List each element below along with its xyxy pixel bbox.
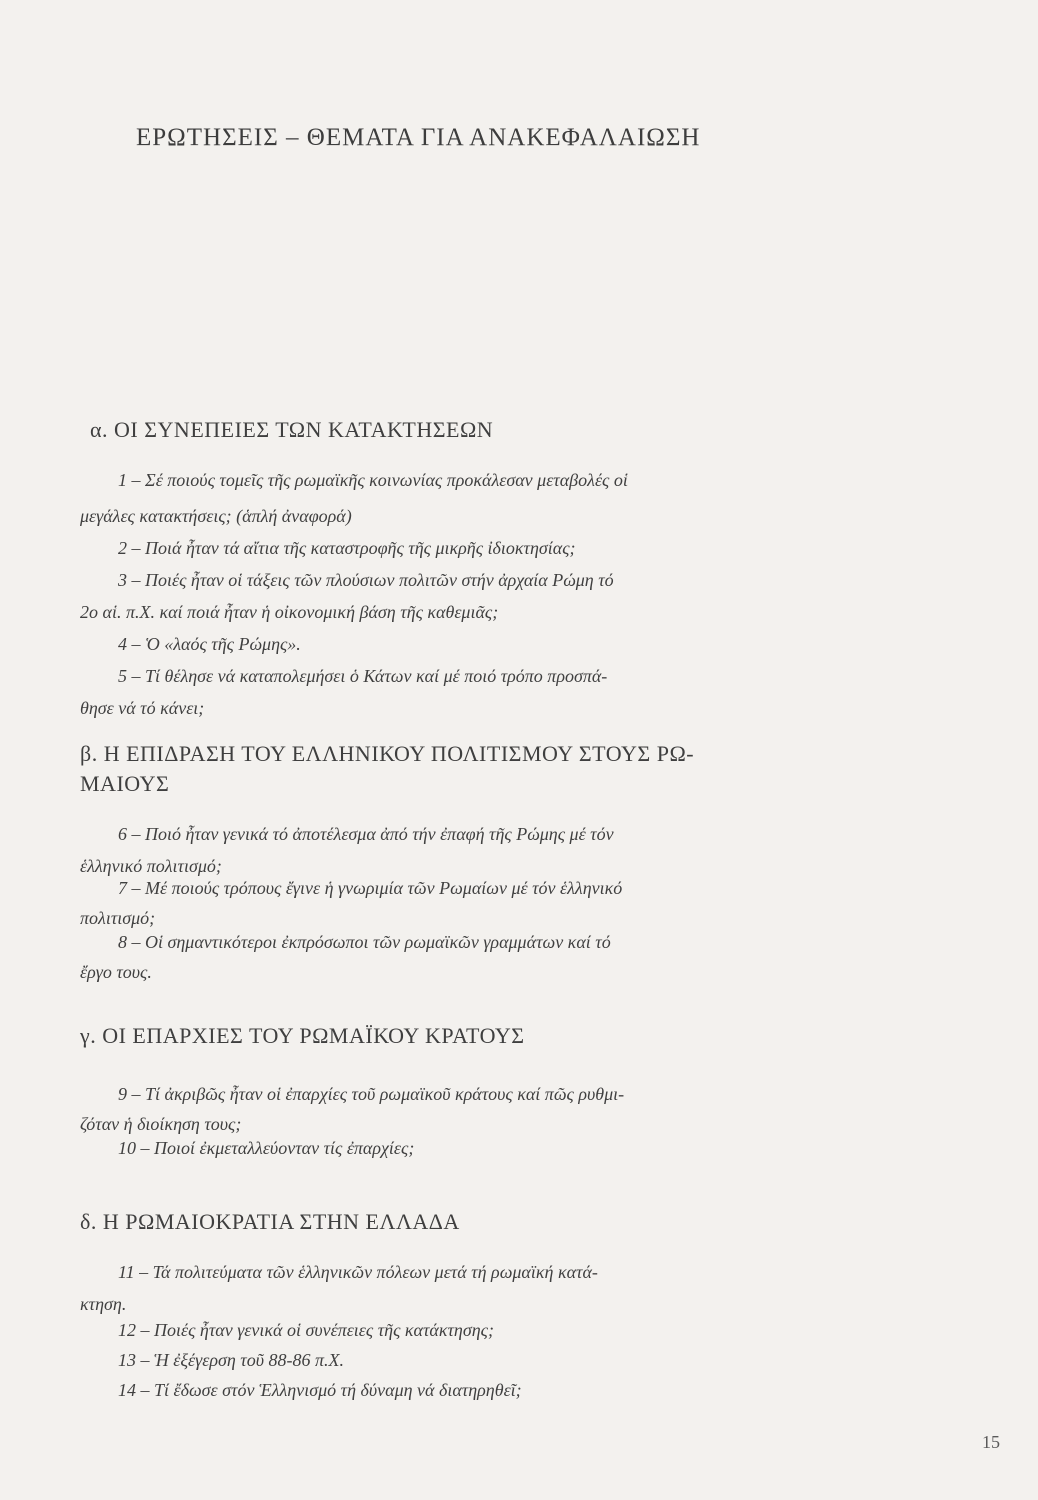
question-line: 4 – Ὁ «λαός τῆς Ρώμης». [118,634,301,654]
section-heading-b-cont: ΜΑΙΟΥΣ [80,771,170,796]
question-line: ἔργο τους. [80,962,152,982]
question-line: 6 – Ποιό ἦταν γενικά τό ἀποτέλεσμα ἀπό τήν ἐπαφή τῆς Ρώμης μέ τόν [118,824,614,844]
question-line: μεγάλες κατακτήσεις; (ἁπλή ἀναφορά) [80,506,352,526]
question-line: 13 – Ἡ ἐξέγερση τοῦ 88-86 π.Χ. [118,1350,344,1370]
question-line: 7 – Μέ ποιούς τρόπους ἔγινε ἡ γνωριμία τῶν Ρωμαίων μέ τόν ἑλληνικό [118,878,623,898]
question-line: ἑλληνικό πολιτισμό; [80,856,222,876]
question-line: 8 – Οἱ σημαντικότεροι ἐκπρόσωποι τῶν ρωμαϊκῶν γραμμάτων καί τό [118,932,611,952]
section-heading-c: γ. ΟΙ ΕΠΑΡΧΙΕΣ ΤΟΥ ΡΩΜΑΪΚΟΥ ΚΡΑΤΟΥΣ [80,1023,525,1048]
question-line: 11 – Τά πολιτεύματα τῶν ἑλληνικῶν πόλεων μετά τή ρωμαϊκή κατά- [118,1262,598,1282]
question-line: 5 – Τί θέλησε νά καταπολεμήσει ὁ Κάτων καί μέ ποιό τρόπο προσπά- [118,666,608,686]
question-line: 1 – Σέ ποιούς τομεῖς τῆς ρωμαϊκῆς κοινωνίας προκάλεσαν μεταβολές οἱ [118,470,628,490]
question-line: κτηση. [80,1294,127,1314]
question-line: πολιτισμό; [80,908,156,928]
section-heading-b: β. Η ΕΠΙΔΡΑΣΗ ΤΟΥ ΕΛΛΗΝΙΚΟΥ ΠΟΛΙΤΙΣΜΟΥ ΣΤΟΥΣ ΡΩ- [80,741,695,766]
question-line: 3 – Ποιές ἦταν οἱ τάξεις τῶν πλούσιων πολιτῶν στήν ἀρχαία Ρώμη τό [118,570,614,590]
question-line: ζόταν ἡ διοίκηση τους; [80,1114,242,1134]
question-line: 2 – Ποιά ἦταν τά αἴτια τῆς καταστροφῆς τῆς μικρῆς ἰδιοκτησίας; [118,538,576,558]
question-line: 10 – Ποιοί ἐκμεταλλεύονταν τίς ἐπαρχίες; [118,1138,415,1158]
question-line: θησε νά τό κάνει; [80,698,205,718]
question-line: 14 – Τί ἔδωσε στόν Ἑλληνισμό τή δύναμη νά διατηρηθεῖ; [118,1380,522,1400]
question-line: 9 – Τί ἀκριβῶς ἦταν οἱ ἐπαρχίες τοῦ ρωμαϊκοῦ κράτους καί πῶς ρυθμι- [118,1084,625,1104]
section-heading-d: δ. Η ΡΩΜΑΙΟΚΡΑΤΙΑ ΣΤΗΝ ΕΛΛΑΔΑ [80,1209,460,1234]
section-heading-a: α. ΟΙ ΣΥΝΕΠΕΙΕΣ ΤΩΝ ΚΑΤΑΚΤΗΣΕΩΝ [90,417,494,442]
page-number: 15 [982,1432,1000,1452]
question-line: 2ο αἱ. π.Χ. καί ποιά ἦταν ἡ οἰκονομική βάση τῆς καθεμιᾶς; [80,602,499,622]
question-line: 12 – Ποιές ἦταν γενικά οἱ συνέπειες τῆς κατάκτησης; [118,1320,494,1340]
page-title: ΕΡΩΤΗΣΕΙΣ – ΘΕΜΑΤΑ ΓΙΑ ΑΝΑΚΕΦΑΛΑΙΩΣΗ [136,124,701,151]
